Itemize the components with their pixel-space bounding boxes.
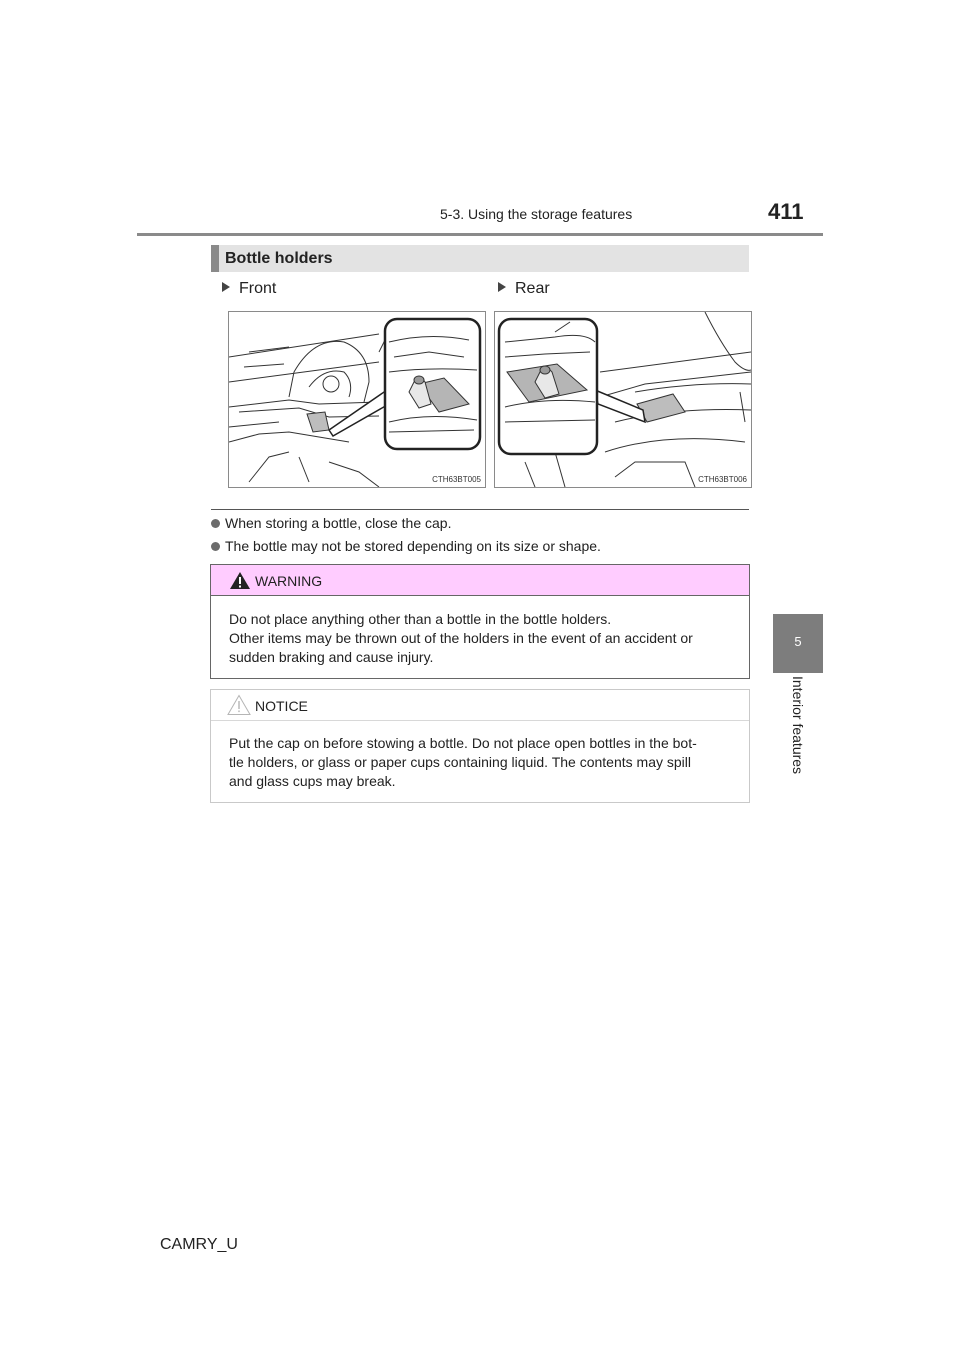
chapter-label [770,676,826,796]
model-code: CAMRY_U [160,1236,238,1253]
rear-illustration-drawing [495,312,751,487]
bullet-item [211,538,601,554]
rear-bottle-holder-illustration [494,311,752,488]
warning-header [211,565,749,596]
warning-line: Do not place anything other than a bottle in the bottle holders. [229,611,612,627]
illustration-code-front: CTH63BT005 [432,475,481,484]
triangle-bullet-icon [498,282,506,292]
view-label-front [222,280,276,298]
warning-title: WARNING [255,573,323,589]
bullet-item [211,515,451,531]
notice-triangle-icon [227,694,251,716]
warning-triangle-icon [229,571,251,590]
chapter-label-text: Interior features [790,676,806,775]
bullet-dot-icon [211,542,220,551]
warning-text [229,610,743,667]
notice-line: and glass cups may break. [229,773,396,789]
notice-header [211,690,749,721]
notice-line: Put the cap on before stowing a bottle. Do not place open bottles in the bot- [229,735,697,751]
page-number: 411 [768,199,804,224]
notice-box [210,689,750,803]
bullet-text: When storing a bottle, close the cap. [225,515,452,531]
notice-line: tle holders, or glass or paper cups containing liquid. The contents may spill [229,754,691,770]
illustration-code-rear: CTH63BT006 [698,475,747,484]
warning-line: sudden braking and cause injury. [229,649,434,665]
header-rule [137,233,823,236]
bullet-dot-icon [211,519,220,528]
view-label-rear-text: Rear [515,280,550,297]
front-bottle-holder-illustration [228,311,486,488]
section-divider [211,509,749,510]
bullet-text: The bottle may not be stored depending on its size or shape. [225,538,601,554]
section-title: Bottle holders [225,250,333,267]
warning-box [210,564,750,679]
front-illustration-drawing [229,312,485,487]
chapter-tab[interactable] [773,614,823,673]
notice-text [229,734,743,791]
section-header [211,245,749,272]
view-label-front-text: Front [239,280,277,297]
header-section-title: 5-3. Using the storage features [440,206,633,222]
notice-title: NOTICE [255,698,308,714]
triangle-bullet-icon [222,282,230,292]
chapter-number: 5 [794,634,802,649]
warning-line: Other items may be thrown out of the holders in the event of an accident or [229,630,693,646]
view-label-rear [498,280,550,298]
